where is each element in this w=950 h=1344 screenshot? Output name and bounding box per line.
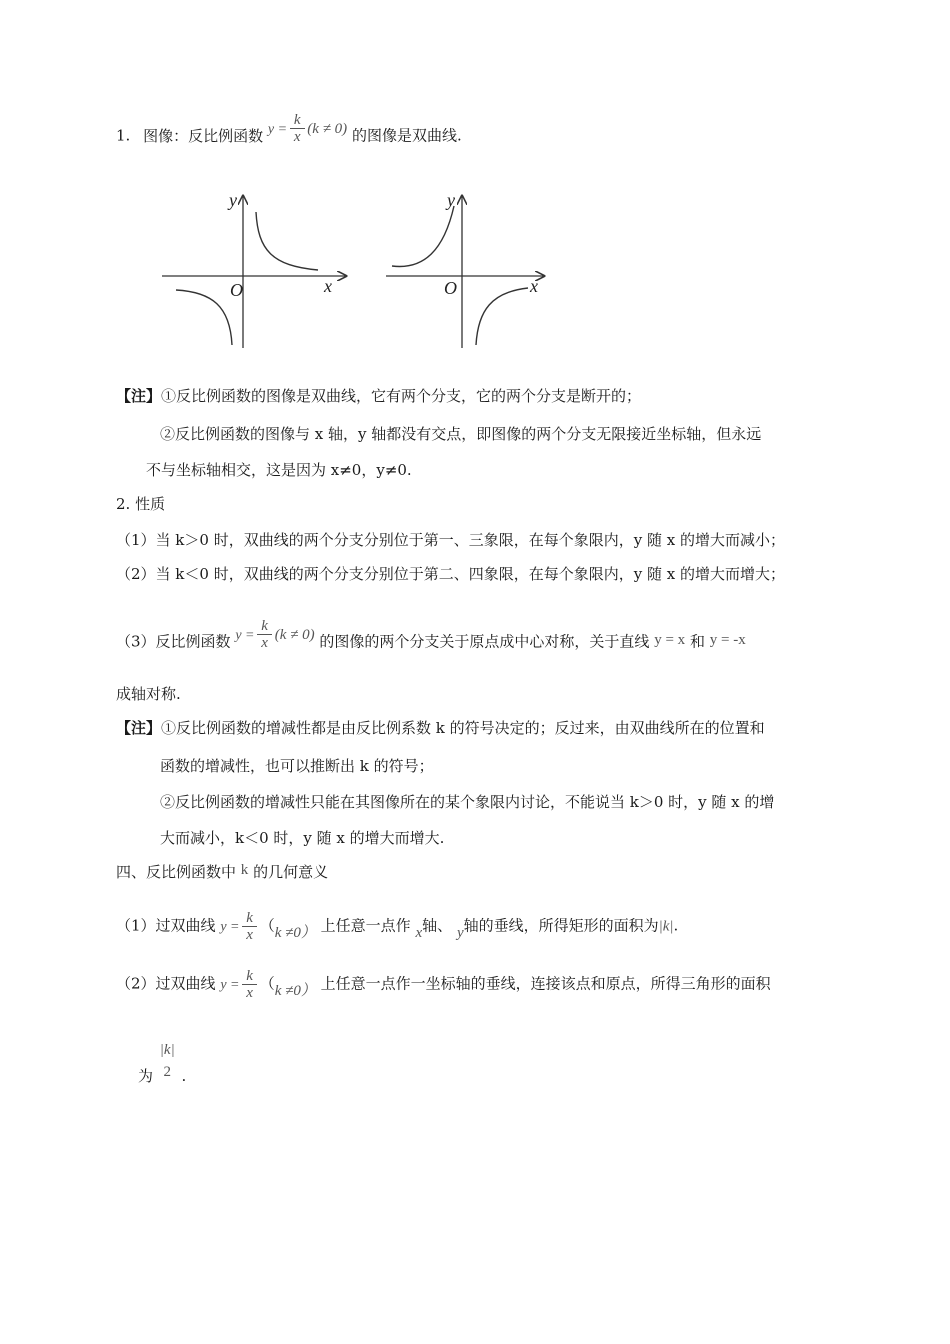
section4-item2 bbox=[116, 968, 771, 1001]
graph-right bbox=[384, 190, 554, 350]
note2-line3: ②反比例函数的增减性只能在其图像所在的某个象限内讨论，不能说当 k＞0 时，y 随 x 的增 bbox=[160, 793, 775, 811]
hyperbola-branch-q3 bbox=[176, 290, 232, 345]
x-axis-label: x bbox=[324, 276, 332, 296]
section1-line bbox=[116, 112, 462, 153]
note1-text1: ①反比例函数的图像是双曲线，它有两个分支，它的两个分支是断开的； bbox=[161, 387, 642, 405]
section1-prefix: 图像：反比例函数 bbox=[143, 126, 264, 145]
section2-item3-line-y-negx: y = -x bbox=[709, 631, 746, 648]
section2-item3-prefix: （3）反比例函数 bbox=[116, 632, 231, 651]
origin-label: O bbox=[230, 280, 243, 300]
section4-item2-cond: k ≠0） bbox=[274, 982, 316, 999]
section4-item1-mid3: 轴的垂线，所得矩形的面积为 bbox=[463, 916, 659, 935]
section2-item2: （2）当 k＜0 时，双曲线的两个分支分别位于第二、四象限，在每个象限内，y 随 x 的增大而增大； bbox=[116, 565, 785, 583]
note1-tag: 【注】 bbox=[116, 387, 162, 405]
hyperbola-branch-q4 bbox=[476, 288, 528, 345]
section4-item2-cond-open: （ bbox=[259, 974, 275, 993]
section1-formula-fraction bbox=[292, 112, 303, 145]
section1-suffix: 的图像是双曲线. bbox=[351, 126, 462, 145]
section2-item3-formula-y: y = bbox=[235, 627, 255, 643]
section4-item1-y: y = bbox=[220, 919, 240, 935]
section4-item1-cond-open: （ bbox=[259, 916, 275, 935]
section2-item3-line-yx: y = x bbox=[654, 631, 686, 648]
hyperbola-branch-q2 bbox=[392, 206, 454, 267]
section4-item2-wei: 为 bbox=[138, 1067, 154, 1085]
section4-item2-fraction bbox=[244, 968, 255, 1001]
section2-item3 bbox=[116, 618, 746, 659]
section2-title: 2. 性质 bbox=[116, 495, 166, 513]
section2-item3-end: 成轴对称. bbox=[116, 685, 181, 703]
section4-title-k: k bbox=[240, 862, 249, 878]
section2-item3-and: 和 bbox=[689, 632, 705, 651]
section4-item2-y: y = bbox=[220, 977, 240, 993]
section4-item1-x: x bbox=[415, 924, 423, 941]
note1-text2: ②反比例函数的图像与 x 轴，y 轴都没有交点，即图像的两个分支无限接近坐标轴，但永远 bbox=[160, 425, 762, 443]
section4-item1-mid2: 轴、 bbox=[422, 916, 453, 935]
fraction-denominator: x bbox=[293, 129, 301, 145]
y-axis-label: y bbox=[447, 190, 455, 210]
section4-item1-yv: y bbox=[456, 924, 464, 941]
section2-item1: （1）当 k＞0 时，双曲线的两个分支分别位于第一、三象限，在每个象限内，y 随 x 的增大而减小； bbox=[116, 531, 785, 549]
section1-formula-condition: (k ≠ 0) bbox=[307, 120, 348, 137]
section4-item1-cond: k ≠0） bbox=[274, 924, 316, 941]
y-axis-label: y bbox=[229, 190, 237, 210]
section2-item3-mid: 的图像的两个分支关于原点成中心对称，关于直线 bbox=[319, 632, 650, 651]
fraction-denominator: x bbox=[261, 635, 268, 651]
note2-text1: ①反比例函数的增减性都是由反比例系数 k 的符号决定的；反过来，由双曲线所在的位置和 bbox=[161, 719, 765, 737]
note2-line4: 大而减小，k＜0 时，y 随 x 的增大而增大. bbox=[160, 829, 445, 847]
section4-title-suffix: 的几何意义 bbox=[253, 863, 329, 881]
graph-left bbox=[160, 190, 350, 350]
section1-formula-y: y = bbox=[267, 121, 288, 137]
note2-line1 bbox=[116, 718, 765, 738]
section4-item1-mid1: 上任意一点作 bbox=[320, 916, 411, 935]
section2-item3-fraction bbox=[259, 618, 270, 651]
section4-title-prefix: 四、反比例函数中 bbox=[116, 863, 237, 881]
note1-text3: 不与坐标轴相交，这是因为 x≠0，y≠0. bbox=[146, 461, 412, 479]
origin-label: O bbox=[444, 278, 457, 298]
section4-item1 bbox=[116, 910, 678, 943]
note1-line1 bbox=[116, 386, 641, 406]
x-axis-label: x bbox=[530, 276, 538, 296]
section4-item1-abs-k: |k| bbox=[658, 918, 674, 935]
note2-line2: 函数的增减性，也可以推断出 k 的符号； bbox=[160, 757, 434, 775]
note1-line3 bbox=[146, 460, 412, 480]
fraction-denominator: x bbox=[246, 927, 253, 943]
fraction-denominator: 2 bbox=[163, 1064, 171, 1080]
section4-item2-mid: 上任意一点作一坐标轴的垂线，连接该点和原点，所得三角形的面积 bbox=[320, 974, 771, 993]
fraction-numerator: |k| bbox=[159, 1042, 175, 1058]
fraction-denominator: x bbox=[246, 985, 253, 1001]
section4-item1-end: . bbox=[673, 916, 679, 935]
section4-item1-fraction bbox=[244, 910, 255, 943]
note2-tag: 【注】 bbox=[116, 719, 162, 737]
fraction-numerator: k bbox=[293, 112, 301, 128]
section4-item2-tail bbox=[138, 1042, 187, 1085]
section4-item2-prefix: （2）过双曲线 bbox=[116, 974, 216, 993]
hyperbola-branch-q1 bbox=[256, 212, 318, 270]
section1-label: 1. bbox=[116, 126, 131, 145]
section4-item2-area-fraction bbox=[158, 1042, 177, 1080]
fraction-numerator: k bbox=[246, 968, 253, 984]
fraction-numerator: k bbox=[246, 910, 253, 926]
fraction-numerator: k bbox=[261, 618, 268, 634]
section4-item1-prefix: （1）过双曲线 bbox=[116, 916, 216, 935]
section4-title bbox=[116, 862, 328, 883]
section4-item2-end: . bbox=[181, 1067, 187, 1085]
note1-line2 bbox=[160, 424, 761, 444]
section2-item3-condition: (k ≠ 0) bbox=[274, 626, 315, 643]
